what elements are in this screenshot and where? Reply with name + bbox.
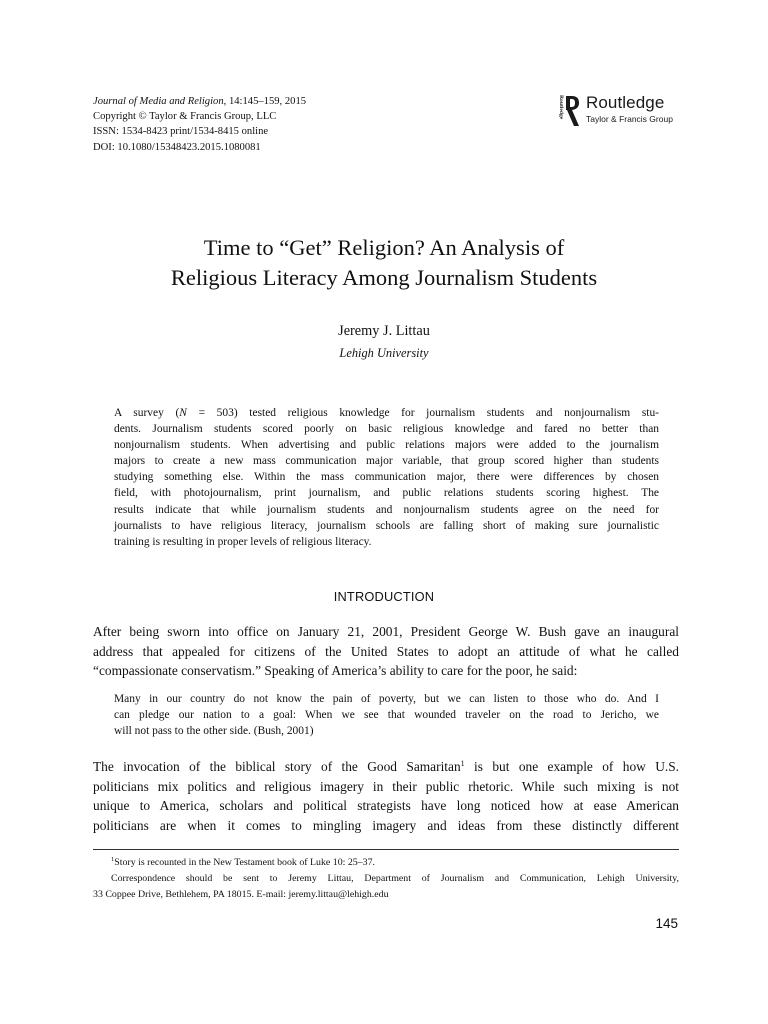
abstract-line: training is resulting in proper levels of religious literacy. xyxy=(114,535,372,548)
doi-line: DOI: 10.1080/15348423.2015.1080081 xyxy=(93,141,261,153)
body-line: After being sworn into office on January 21, 2001, President George W. Bush gave an inaugural xyxy=(93,624,679,639)
page-number: 145 xyxy=(655,916,678,931)
title-line-1: Time to “Get” Religion? An Analysis of xyxy=(203,235,565,260)
abstract xyxy=(114,405,659,550)
abstract-line: results indicate that while journalism students and nonjournalism students agree on the need for xyxy=(114,503,659,516)
body-paragraph xyxy=(93,757,679,835)
footnotes xyxy=(93,855,679,904)
publisher-name: Routledge xyxy=(586,93,665,112)
copyright-line: Copyright © Taylor & Francis Group, LLC xyxy=(93,111,277,123)
footnote-marker: 1 xyxy=(111,856,115,863)
title-line-2: Religious Literacy Among Journalism Students xyxy=(170,265,598,290)
body-line: politicians mix politics and religious imagery in their public rhetoric. While such mixing is not xyxy=(93,778,679,794)
body-line: “compassionate conservatism.” Speaking of America’s ability to care for the poor, he said: xyxy=(93,663,578,679)
quote-line: can pledge our nation to a goal: When we see that wounded traveler on the road to Jericho, we xyxy=(114,709,659,722)
correspondence-note: Correspondence should be sent to Jeremy Littau, Department of Journalism and Communication, Lehigh University, xyxy=(111,873,679,885)
author-name: Jeremy J. Littau xyxy=(338,323,430,339)
body-line: The invocation of the biblical story of the Good Samaritan$^1$ is but one example of how U.S. xyxy=(93,759,680,774)
body-line: unique to America, scholars and political strategists have long noticed how at ease American xyxy=(93,798,679,814)
abstract-line: journalists to have religious literacy, journalism schools are falling short of making sure journalistic xyxy=(114,519,659,532)
publisher-group: Taylor & Francis Group xyxy=(586,114,673,124)
abstract-line: A survey (N = 503) tested religious knowledge for journalism students and nonjournalism stu- xyxy=(114,407,659,419)
journal-header xyxy=(93,94,306,155)
footnote-reference[interactable]: 1 xyxy=(460,759,465,768)
quote-line: will not pass to the other side. (Bush, 2001) xyxy=(114,725,314,738)
abstract-line: studying something else. Within the mass communication major, there were differences by chosen xyxy=(114,471,659,484)
author-affiliation: Lehigh University xyxy=(339,346,429,360)
article-title xyxy=(84,233,684,293)
routledge-logo-icon xyxy=(554,94,582,128)
quote-line: Many in our country do not know the pain of poverty, but we can listen to those who do. And I xyxy=(114,693,659,705)
body-line: address that appealed for citizens of the United States to adopt an attitude of what he called xyxy=(93,643,679,659)
block-quote xyxy=(114,691,659,739)
journal-citation: Journal of Media and Religion, 14:145–159, 2015 xyxy=(93,96,307,107)
sample-size-symbol: N xyxy=(179,407,187,419)
body-paragraph xyxy=(93,622,679,681)
abstract-line: nonjournalism students. When advertising and public relations majors were added to the journalism xyxy=(114,439,659,452)
abstract-line: majors to create a new mass communication major variable, that group scored higher than students xyxy=(114,455,659,468)
publisher-logo xyxy=(554,93,684,129)
abstract-line: dents. Journalism students scored poorly on basic religious knowledge and fared no better than xyxy=(114,423,659,436)
footnote-divider xyxy=(93,849,679,850)
logo-mark-text: Routledge xyxy=(558,95,564,120)
journal-name: Journal of Media and Religion xyxy=(93,96,224,107)
issn-line: ISSN: 1534-8423 print/1534-8415 online xyxy=(93,126,269,138)
abstract-line: field, with photojournalism, print journalism, and public relations students scoring highest. The xyxy=(114,487,659,500)
footnote-1: $^1$Story is recounted in the New Testament book of Luke 10: 25–37. xyxy=(111,856,376,868)
section-heading: INTRODUCTION xyxy=(333,589,435,604)
correspondence-address: 33 Coppee Drive, Bethlehem, PA 18015. E-mail: jeremy.littau@lehigh.edu xyxy=(93,889,389,901)
body-line: politicians are when it comes to mingling imagery and ideas from these distinctly different xyxy=(93,817,679,833)
